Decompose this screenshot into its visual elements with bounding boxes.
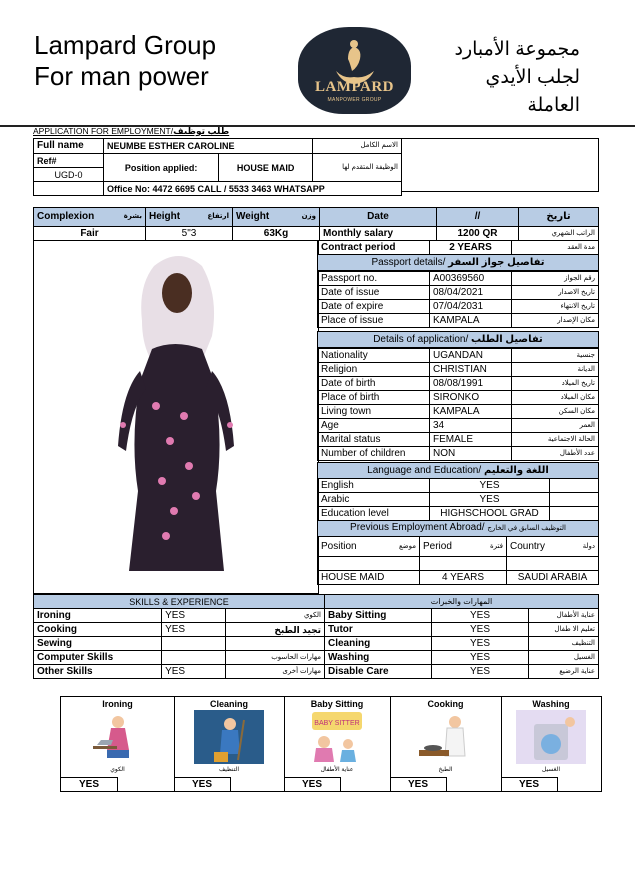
language-label: English <box>318 479 430 493</box>
contract-period-label: Contract period <box>318 241 430 255</box>
info-table <box>33 138 402 196</box>
application-label: Date of birth <box>318 377 430 391</box>
language-value: YES <box>430 479 550 493</box>
skills-row <box>34 665 599 679</box>
svg-text:BABY SITTER: BABY SITTER <box>314 720 360 727</box>
skill-label: Cooking <box>34 623 162 637</box>
contract-period-value: 2 YEARS <box>430 241 512 255</box>
prev-country-header: Country دولة <box>507 537 599 557</box>
salary-value: 1200 QR <box>437 227 519 241</box>
skill-ar: تعليم الا طفال <box>529 623 599 637</box>
passport-row <box>318 300 599 314</box>
position-ar: الوظيفة المتقدم لها <box>313 154 402 182</box>
date-label: Date <box>320 208 437 227</box>
application-title-en: APPLICATION FOR EMPLOYMENT/ <box>33 126 174 136</box>
skill-label: Sewing <box>34 637 162 651</box>
full-name-value: NEUMBE ESTHER CAROLINE <box>104 139 313 154</box>
application-row <box>318 391 599 405</box>
prev-period-header: Period فترة <box>420 537 507 557</box>
prev-position-value: HOUSE MAID <box>318 571 420 585</box>
washing-icon <box>516 710 586 764</box>
gallery-item-title: Cleaning <box>209 699 248 709</box>
application-row <box>318 349 599 363</box>
gallery-item-baby-sitting <box>284 697 391 791</box>
gallery-item-title: Cooking <box>427 699 464 709</box>
application-value: SIRONKO <box>430 391 512 405</box>
skill-ar: التنظيف <box>529 637 599 651</box>
application-ar: العمر <box>512 419 599 433</box>
gallery-item-value: YES <box>284 777 341 791</box>
language-section-title: Language and Education/ اللغة والتعليم <box>318 463 599 479</box>
skill-value: YES <box>432 609 529 623</box>
ref-label: Ref# <box>34 154 104 168</box>
skill-ar: الغسيل <box>529 651 599 665</box>
brand-ar-line-1: مجموعة الأمبارد <box>454 39 580 60</box>
gallery-item-cleaning <box>174 697 285 791</box>
passport-ar: مكان الإصدار <box>512 314 599 328</box>
language-blank <box>550 507 599 521</box>
skill-value <box>162 651 226 665</box>
weight-value: 63Kg <box>233 227 320 241</box>
logo-name: LAMPARD <box>314 79 395 95</box>
gallery-item-cooking <box>390 697 502 791</box>
application-value: KAMPALA <box>430 405 512 419</box>
application-ar: مكان الميلاد <box>512 391 599 405</box>
weight-header: Weight وزن <box>233 208 320 227</box>
passport-table <box>317 271 599 328</box>
skill-value: YES <box>432 651 529 665</box>
language-label: Arabic <box>318 493 430 507</box>
brand-line-2: For man power <box>34 61 209 91</box>
date-ar: تاريخ <box>519 208 599 227</box>
skill-ar: عناية الرضيع <box>529 665 599 679</box>
skills-gallery <box>60 696 602 792</box>
ironing-icon <box>83 710 153 764</box>
skill-label: Tutor <box>325 623 432 637</box>
skill-ar: مهارات أخرى <box>225 665 324 679</box>
skill-value: YES <box>162 665 226 679</box>
skill-ar <box>225 637 324 651</box>
application-title <box>33 126 229 137</box>
prev-country-value: SAUDI ARABIA <box>507 571 599 585</box>
height-header: Height ارتفاع <box>146 208 233 227</box>
date-value: // <box>437 208 519 227</box>
contract-period-ar: مدة العقد <box>512 241 599 255</box>
skill-ar: عناية الأطفال <box>529 609 599 623</box>
passport-value: 07/04/2031 <box>430 300 512 314</box>
office-contact: Office No: 4472 6695 CALL / 5533 3463 WHATSAPP <box>104 182 402 196</box>
application-row <box>318 363 599 377</box>
application-section-title: Details of application/ تفاصيل الطلب <box>318 332 599 348</box>
language-label: Education level <box>318 507 430 521</box>
language-row <box>318 493 599 507</box>
application-table <box>317 348 599 461</box>
language-blank <box>550 493 599 507</box>
gallery-item-ar: الطبخ <box>438 767 453 773</box>
passport-row <box>318 286 599 300</box>
skills-table <box>33 594 599 679</box>
logo-subtitle: MANPOWER GROUP <box>327 97 382 103</box>
gallery-item-title: Ironing <box>102 699 133 709</box>
passport-ar: رقم الجواز <box>512 272 599 286</box>
application-label: Religion <box>318 363 430 377</box>
application-row <box>318 377 599 391</box>
language-row <box>318 507 599 521</box>
gallery-item-value: YES <box>501 777 558 791</box>
skill-ar: مهارات الحاسوب <box>225 651 324 665</box>
cooking-icon <box>411 710 481 764</box>
passport-label: Date of issue <box>318 286 430 300</box>
gallery-item-ar: عناية الأطفال <box>320 767 354 773</box>
info-blank-box <box>402 138 599 192</box>
brand-name-en <box>34 30 216 92</box>
skill-label: Washing <box>325 651 432 665</box>
application-row <box>318 447 599 461</box>
gallery-item-ironing <box>61 697 175 791</box>
gallery-item-value: YES <box>61 777 118 791</box>
brand-ar-line-2: لجلب الأيدي العاملة <box>485 67 580 116</box>
gallery-item-ar: الغسيل <box>541 767 561 773</box>
skill-value: YES <box>162 623 226 637</box>
skills-title: SKILLS & EXPERIENCE <box>34 595 325 609</box>
skills-row <box>34 623 599 637</box>
skills-row <box>34 651 599 665</box>
full-name-ar: الاسم الكامل <box>313 139 402 154</box>
passport-section-title: Passport details/ تفاصيل جواز السفر <box>318 255 599 271</box>
application-label: Number of children <box>318 447 430 461</box>
language-table <box>317 478 599 521</box>
previous-employment <box>317 520 599 585</box>
gallery-item-value: YES <box>174 777 231 791</box>
candidate-photo-frame <box>33 241 319 594</box>
gallery-item-title: Washing <box>532 699 570 709</box>
application-ar: مكان السكن <box>512 405 599 419</box>
language-value: HIGHSCHOOL GRAD <box>430 507 550 521</box>
application-value: FEMALE <box>430 433 512 447</box>
skill-label: Ironing <box>34 609 162 623</box>
skill-label: Cleaning <box>325 637 432 651</box>
passport-label: Place of issue <box>318 314 430 328</box>
cleaning-icon <box>194 710 264 764</box>
application-label: Nationality <box>318 349 430 363</box>
skill-value <box>162 637 226 651</box>
physical-table <box>33 207 599 241</box>
application-label: Place of birth <box>318 391 430 405</box>
height-value: 5"3 <box>146 227 233 241</box>
skills-row <box>34 609 599 623</box>
skill-value: YES <box>432 637 529 651</box>
salary-label: Monthly salary <box>320 227 437 241</box>
skill-label: Computer Skills <box>34 651 162 665</box>
complexion-header: Complexion بشرة <box>34 208 146 227</box>
baby-sitting-icon <box>302 710 372 764</box>
language-row <box>318 479 599 493</box>
application-row <box>318 405 599 419</box>
complexion-value: Fair <box>34 227 146 241</box>
prev-position-header: Position موضع <box>318 537 420 557</box>
application-row <box>318 433 599 447</box>
application-value: 34 <box>430 419 512 433</box>
skill-value: YES <box>432 623 529 637</box>
position-value: HOUSE MAID <box>219 154 313 182</box>
gallery-item-title: Baby Sitting <box>310 699 364 709</box>
application-value: NON <box>430 447 512 461</box>
passport-value: KAMPALA <box>430 314 512 328</box>
application-label: Living town <box>318 405 430 419</box>
passport-row <box>318 272 599 286</box>
salary-ar: الراتب الشهري <box>519 227 599 241</box>
application-row <box>318 419 599 433</box>
brand-name-ar <box>430 36 580 120</box>
application-ar: جنسية <box>512 349 599 363</box>
application-value: 08/08/1991 <box>430 377 512 391</box>
application-label: Marital status <box>318 433 430 447</box>
application-ar: تاريخ الميلاد <box>512 377 599 391</box>
ref-value: UGD-0 <box>34 168 104 182</box>
passport-ar: تاريخ الاصدار <box>512 286 599 300</box>
passport-value: 08/04/2021 <box>430 286 512 300</box>
skill-value: YES <box>162 609 226 623</box>
application-value: CHRISTIAN <box>430 363 512 377</box>
passport-label: Date of expire <box>318 300 430 314</box>
skill-ar: الكوي <box>225 609 324 623</box>
skill-value: YES <box>432 665 529 679</box>
application-ar: عدد الأطفال <box>512 447 599 461</box>
gallery-item-ar: التنظيف <box>218 767 240 773</box>
full-name-label: Full name <box>34 139 104 154</box>
gallery-item-value: YES <box>390 777 447 791</box>
application-label: Age <box>318 419 430 433</box>
position-label: Position applied: <box>104 154 219 182</box>
language-blank <box>550 479 599 493</box>
language-section <box>317 462 599 479</box>
skill-label: Disable Care <box>325 665 432 679</box>
passport-row <box>318 314 599 328</box>
passport-label: Passport no. <box>318 272 430 286</box>
application-ar: الحالة الاجتماعية <box>512 433 599 447</box>
prev-period-value: 4 YEARS <box>420 571 507 585</box>
skills-title-ar: المهارات والخبرات <box>325 595 599 609</box>
passport-value: A00369560 <box>430 272 512 286</box>
details-table <box>317 240 599 271</box>
skill-label: Other Skills <box>34 665 162 679</box>
candidate-photo <box>34 241 318 593</box>
previous-section-title: Previous Employment Abroad/ التوظيف السابق في الخارج <box>318 521 599 537</box>
skill-label: Baby Sitting <box>325 609 432 623</box>
gallery-item-washing <box>501 697 601 791</box>
application-section <box>317 331 599 348</box>
company-logo <box>298 27 411 114</box>
passport-ar: تاريخ الانتهاء <box>512 300 599 314</box>
application-value: UGANDAN <box>430 349 512 363</box>
skills-row <box>34 637 599 651</box>
gallery-item-ar: الكوي <box>110 767 125 773</box>
application-title-ar: طلب توظيف <box>173 126 230 136</box>
application-ar: الديانة <box>512 363 599 377</box>
brand-line-1: Lampard Group <box>34 30 217 60</box>
language-value: YES <box>430 493 550 507</box>
skill-ar: تجيد الطبخ <box>225 623 324 637</box>
